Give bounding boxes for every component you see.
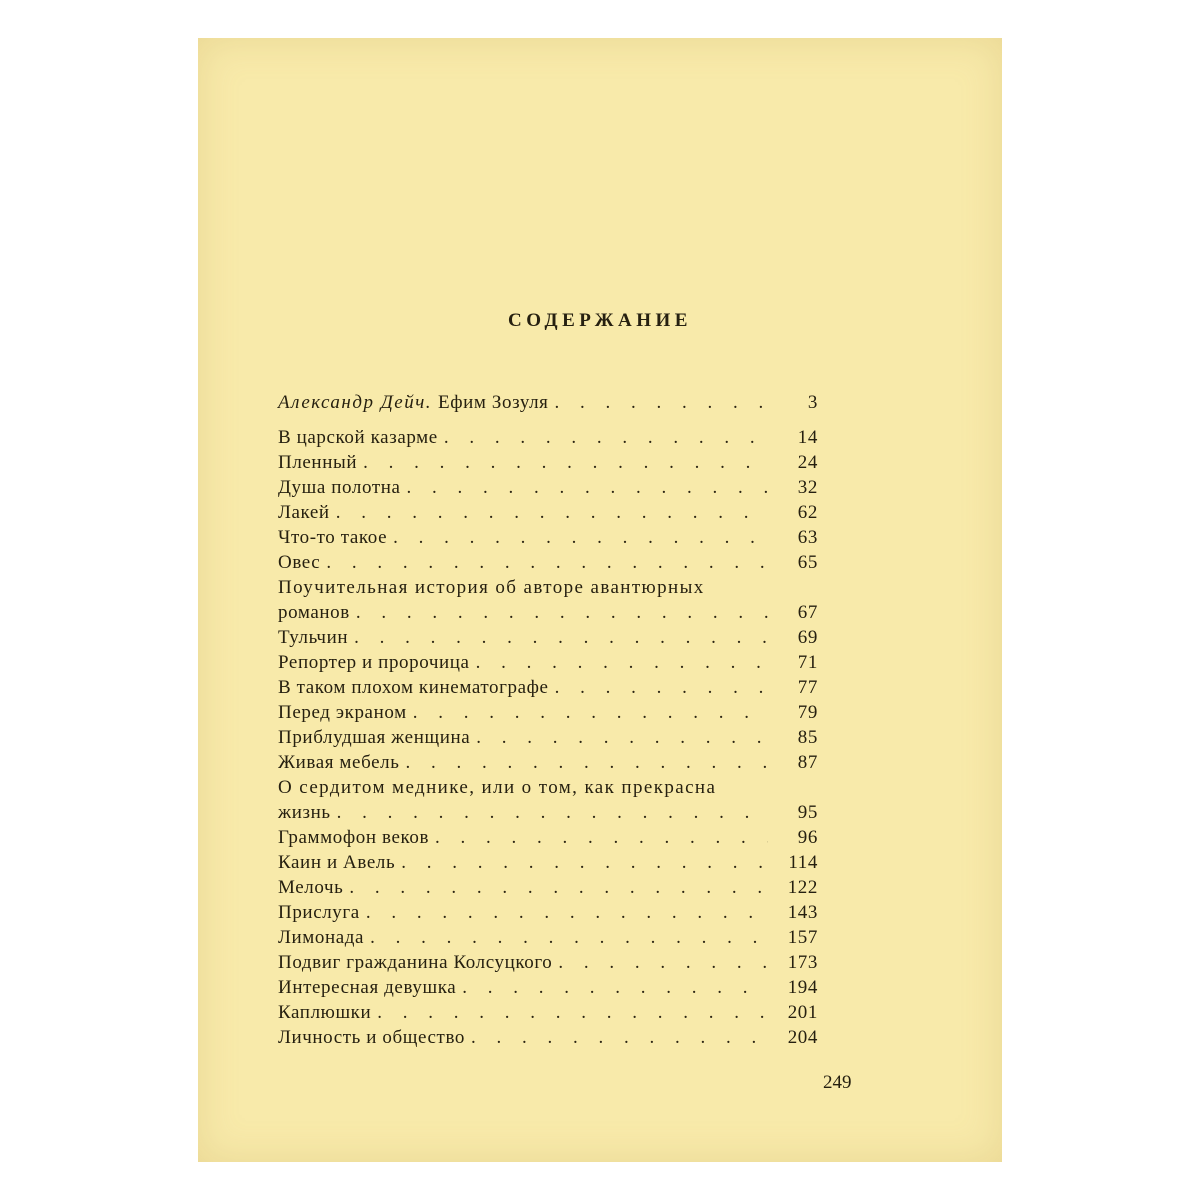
dot-leader <box>407 475 768 500</box>
toc-entry-title: Подвиг гражданина Колсуцкого <box>278 952 553 973</box>
toc-entry-title: Прислуга <box>278 902 360 923</box>
toc-entry <box>278 1000 818 1025</box>
toc-entry <box>278 525 818 550</box>
toc-page-number: 69 <box>797 627 818 648</box>
toc-page-number: 96 <box>797 827 818 848</box>
toc-page-number: 67 <box>797 602 818 623</box>
toc-intro-title: Ефим Зозуля <box>438 392 549 413</box>
toc-entry-title: Тульчин <box>278 627 349 648</box>
toc-page-number: 173 <box>787 952 818 973</box>
dot-leader <box>356 600 768 625</box>
dot-leader <box>336 500 768 525</box>
dot-leader <box>476 725 768 750</box>
toc-entry-title: Перед экраном <box>278 702 407 723</box>
toc-page-number: 194 <box>787 977 818 998</box>
toc-entry-title: В царской казарме <box>278 427 438 448</box>
dot-leader <box>435 825 768 850</box>
toc-entry-first-line <box>278 575 818 600</box>
dot-leader <box>370 925 768 950</box>
page-heading: СОДЕРЖАНИЕ <box>508 310 692 331</box>
toc-entry <box>278 500 818 525</box>
toc-entry-title: Интересная девушка <box>278 977 457 998</box>
toc-entry <box>278 825 818 850</box>
toc-entry <box>278 450 818 475</box>
toc-page-number: 24 <box>797 452 818 473</box>
toc-page-number: 79 <box>797 702 818 723</box>
toc-entry <box>278 850 818 875</box>
toc-page-number: 114 <box>788 852 818 873</box>
toc-page-number: 143 <box>787 902 818 923</box>
toc-entry <box>278 900 818 925</box>
toc-entry <box>278 650 818 675</box>
toc-entry-title: Что-то такое <box>278 527 388 548</box>
toc-entry <box>278 800 818 825</box>
toc-page-number: 201 <box>787 1002 818 1023</box>
toc-entry <box>278 1025 818 1050</box>
toc-page-number: 63 <box>797 527 818 548</box>
toc-entry-title: Пленный <box>278 452 358 473</box>
toc-page-number: 85 <box>797 727 818 748</box>
toc-page-number: 32 <box>797 477 818 498</box>
toc-entry <box>278 625 818 650</box>
toc-entry-title: В таком плохом кинематографе <box>278 677 549 698</box>
toc-page-number: 3 <box>807 392 818 413</box>
toc-entry <box>278 750 818 775</box>
book-page <box>198 38 1002 1162</box>
toc-author: Александр Дейч. <box>278 392 433 413</box>
dot-leader <box>413 700 768 725</box>
toc-entry <box>278 550 818 575</box>
toc-entry-title: Каин и Авель <box>278 852 396 873</box>
toc-entry-title: Овес <box>278 552 321 573</box>
toc-entry-title <box>278 390 549 415</box>
toc-page-number: 65 <box>797 552 818 573</box>
toc-page-number: 14 <box>797 427 818 448</box>
toc-entry-title: Приблудшая женщина <box>278 727 471 748</box>
dot-leader <box>558 950 768 975</box>
toc-page-number: 95 <box>797 802 818 823</box>
toc-entry <box>278 700 818 725</box>
toc-page-number: 204 <box>787 1027 818 1048</box>
toc-page-number: 71 <box>797 652 818 673</box>
dot-leader <box>377 1000 768 1025</box>
toc-entry <box>278 675 818 700</box>
toc-entry-title: Каплюшки <box>278 1002 372 1023</box>
toc-entry <box>278 875 818 900</box>
dot-leader <box>476 650 768 675</box>
dot-leader <box>393 525 768 550</box>
toc-entry-title: Душа полотна <box>278 477 401 498</box>
toc-entry-first-line <box>278 775 818 800</box>
dot-leader <box>326 550 768 575</box>
dot-leader <box>444 425 768 450</box>
dot-leader <box>349 875 768 900</box>
toc-page-number: 122 <box>787 877 818 898</box>
dot-leader <box>462 975 768 1000</box>
toc-page-number: 77 <box>797 677 818 698</box>
toc-entry-title: Лакей <box>278 502 330 523</box>
dot-leader <box>471 1025 768 1050</box>
toc-entry <box>278 600 818 625</box>
dot-leader <box>337 800 768 825</box>
toc-page-number: 87 <box>797 752 818 773</box>
toc-entry-title: романов <box>278 602 350 623</box>
toc-entry-title: Граммофон веков <box>278 827 430 848</box>
toc-entry-title: Живая мебель <box>278 752 400 773</box>
dot-leader <box>555 390 768 415</box>
toc-entry <box>278 925 818 950</box>
dot-leader <box>406 750 769 775</box>
toc-entry-title: жизнь <box>278 802 331 823</box>
dot-leader <box>354 625 768 650</box>
toc-entry-title: Мелочь <box>278 877 344 898</box>
dot-leader <box>366 900 768 925</box>
table-of-contents <box>278 390 818 1050</box>
toc-entry <box>278 975 818 1000</box>
page-number: 249 <box>823 1072 852 1093</box>
toc-entry-intro <box>278 390 818 415</box>
toc-entry-title: Лимонада <box>278 927 365 948</box>
toc-page-number: 62 <box>797 502 818 523</box>
toc-entry-title: Личность и общество <box>278 1027 466 1048</box>
toc-entry <box>278 725 818 750</box>
toc-entry-title-line: Поучительная история об авторе авантюрных <box>278 577 705 598</box>
toc-entry <box>278 425 818 450</box>
dot-leader <box>401 850 768 875</box>
toc-entry <box>278 475 818 500</box>
toc-entry-title: Репортер и пророчица <box>278 652 470 673</box>
toc-entry-title-line: О сердитом меднике, или о том, как прекрасна <box>278 777 717 798</box>
dot-leader <box>555 675 768 700</box>
dot-leader <box>363 450 768 475</box>
toc-page-number: 157 <box>787 927 818 948</box>
toc-entry <box>278 950 818 975</box>
